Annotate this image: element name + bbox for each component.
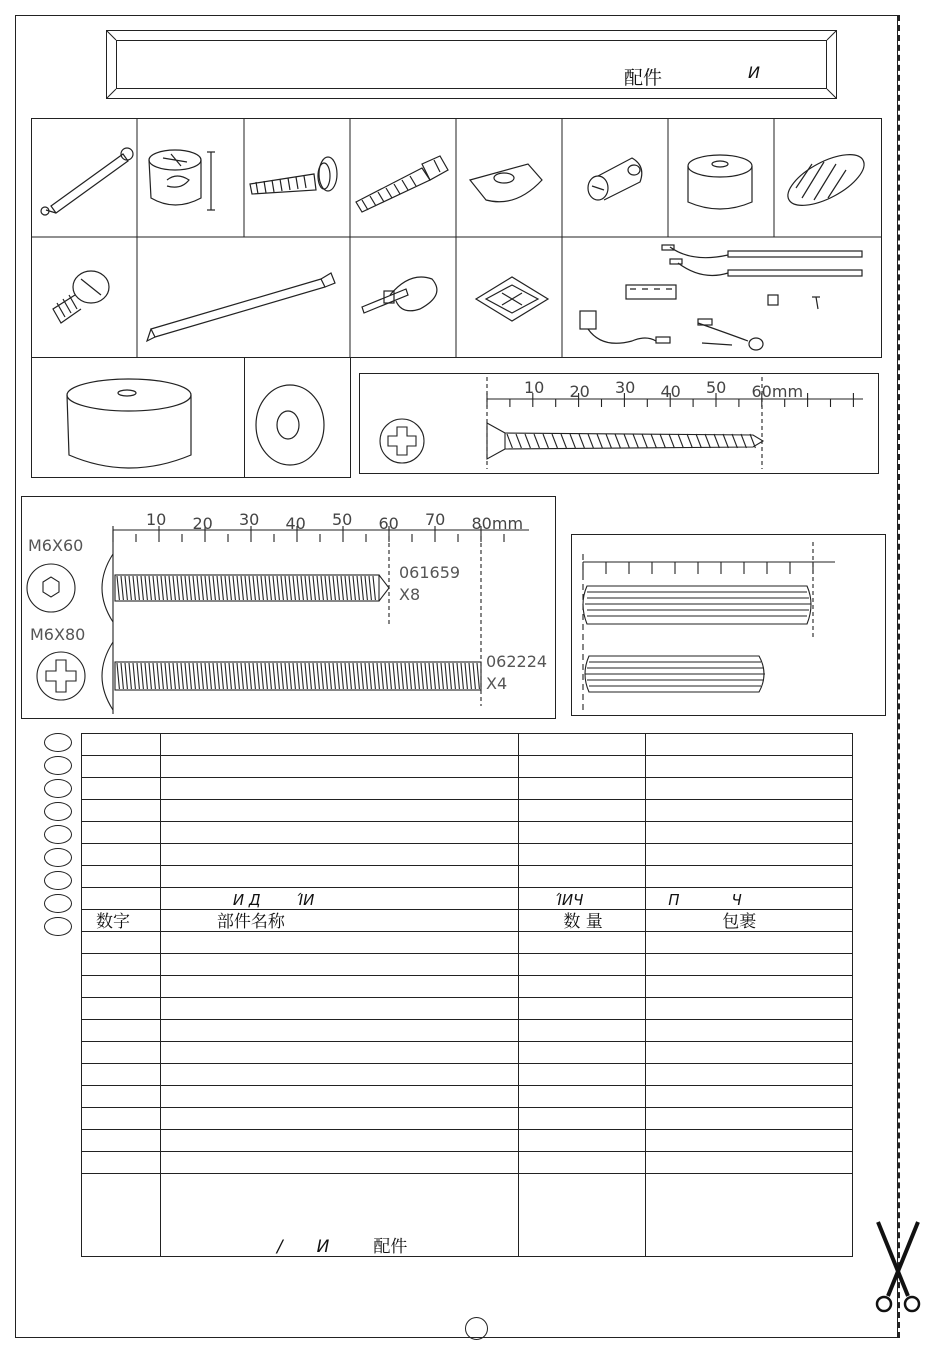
thread-line [201,576,203,600]
thread-line [169,663,171,689]
dowel-pin-icon [31,118,137,237]
thread-line [381,663,383,689]
thread-line [397,663,399,689]
table-row [82,1042,853,1064]
thread-line [181,576,183,600]
thread-line [329,663,331,689]
thread-line [309,663,311,689]
thread-line [205,576,207,600]
thread-line [337,576,339,600]
table-row [82,734,853,756]
thread-line [329,576,331,600]
thread-line [465,663,467,689]
thread-line [453,663,455,689]
thread-line [309,576,311,600]
table-row [82,800,853,822]
thread-line [265,576,267,600]
header-pack: 包裹 [722,912,757,932]
row-marker [44,825,72,844]
thread-line [141,576,143,600]
table-row [82,932,853,954]
banner-bevel [106,30,837,99]
thread-line [321,576,323,600]
thread-line [305,663,307,689]
thread-line [377,663,379,689]
ruler-label: 40 [660,382,681,401]
thread-line [177,663,179,689]
thread-line [357,576,359,600]
thread-line [197,576,199,600]
thread-line [660,434,665,448]
thread-line [642,434,647,448]
thread-line [333,576,335,600]
thread-line [225,576,227,600]
thread-line [696,434,701,448]
italic-header-d: Π [668,891,680,909]
felt-pad-icon [774,118,881,237]
thread-line [369,663,371,689]
thread-line [543,434,548,448]
ruler-label: 30 [239,510,260,529]
thread-line [153,576,155,600]
ruler-label: 20 [192,514,213,533]
thread-line [325,663,327,689]
cable-clip-icon [350,237,456,357]
thread-line [245,576,247,600]
thread-line [389,663,391,689]
thread-line [341,663,343,689]
thread-line [321,663,323,689]
thread-line [477,663,479,689]
thread-line [173,663,175,689]
thread-line [337,663,339,689]
thread-line [229,663,231,689]
thread-line [385,663,387,689]
row-marker [44,733,72,752]
table-footer-row [82,1174,853,1257]
thread-line [217,576,219,600]
row-marker [44,756,72,775]
thread-line [237,663,239,689]
thread-line [317,663,319,689]
bolt-size-2: M6X80 [30,625,86,644]
thread-line [289,663,291,689]
thread-line [579,434,584,448]
thread-line [225,663,227,689]
connector-bolt-icon [350,118,456,237]
thread-line [129,576,131,600]
table-row [82,1064,853,1086]
thread-line [257,576,259,600]
row-marker [44,894,72,913]
row-marker [44,871,72,890]
ruler-label: 80mm [471,514,524,533]
ruler-label: 70 [425,510,446,529]
thread-line [409,663,411,689]
thread-line [301,663,303,689]
thread-line [606,434,611,448]
thread-line [507,434,512,448]
thread-line [277,663,279,689]
ruler-label: 30 [615,378,636,397]
thread-line [417,663,419,689]
thread-line [723,434,728,448]
row-marker [44,779,72,798]
thread-line [405,663,407,689]
thread-line [129,663,131,689]
thread-line [185,576,187,600]
thread-line [185,663,187,689]
ruler-label: 10 [146,510,167,529]
banner-title: 配件 [624,67,663,89]
thread-line [189,663,191,689]
footer-a: / [276,1237,283,1257]
thread-line [173,576,175,600]
spacer-cylinder-icon [668,118,774,237]
bolt-size-1: M6X60 [28,536,84,555]
thread-line [353,576,355,600]
thread-line [353,663,355,689]
thread-line [117,576,119,600]
thread-line [177,576,179,600]
thread-line [121,663,123,689]
ruler-label: 60mm [751,382,804,401]
table-row [82,1086,853,1108]
thread-line [361,576,363,600]
table-row [82,976,853,998]
italic-header-e: Ч [731,891,742,909]
thread-line [261,576,263,600]
thread-line [297,576,299,600]
thread-line [257,663,259,689]
thread-line [305,576,307,600]
table-header-row [82,910,853,932]
thread-line [624,434,629,448]
thread-line [429,663,431,689]
ruler-label: 60 [378,514,399,533]
thread-line [249,663,251,689]
thread-line [245,663,247,689]
thread-line [145,576,147,600]
thread-line [285,576,287,600]
led-light-kit-icon [562,237,882,357]
thread-line [213,663,215,689]
ruler-label: 10 [524,378,545,397]
thread-line [516,434,521,448]
thread-line [421,663,423,689]
thread-line [165,663,167,689]
thread-line [233,663,235,689]
row-markers [44,733,72,940]
thread-line [293,663,295,689]
dowel-drawing [571,534,886,716]
thread-line [457,663,459,689]
thread-line [433,663,435,689]
thread-line [341,576,343,600]
thread-line [281,663,283,689]
thread-line [221,663,223,689]
thread-line [165,576,167,600]
footer-b: И [316,1237,330,1257]
thread-line [241,663,243,689]
table-row [82,844,853,866]
table-row [82,866,853,888]
thread-line [437,663,439,689]
thread-line [201,663,203,689]
banner-suffix: И [748,63,760,82]
thread-line [125,663,127,689]
italic-header-c: ΊИЧ [555,891,584,909]
thread-line [651,434,656,448]
thread-line [269,663,271,689]
cut-line [898,15,900,1338]
thread-line [714,434,719,448]
thread-line [149,576,151,600]
thread-line [401,663,403,689]
thread-line [461,663,463,689]
table-row [82,778,853,800]
thread-line [449,663,451,689]
thread-line [193,576,195,600]
thread-line [149,663,151,689]
ruler-label: 50 [706,378,727,397]
thread-line [317,576,319,600]
thread-line [161,576,163,600]
thread-line [209,663,211,689]
thread-line [393,663,395,689]
thread-line [561,434,566,448]
thread-line [281,576,283,600]
thread-line [285,663,287,689]
thread-line [265,663,267,689]
parts-table [81,733,853,1257]
thread-line [425,663,427,689]
thread-line [678,434,683,448]
footer-c: 配件 [373,1237,408,1257]
thread-line [301,576,303,600]
thread-line [277,576,279,600]
thread-line [221,576,223,600]
ruler-label: 50 [332,510,353,529]
washer-icon [244,357,351,478]
table-row [82,1020,853,1042]
support-bar-icon [137,237,350,357]
thread-line [525,434,530,448]
thread-line [669,434,674,448]
thread-line [473,663,475,689]
thread-line [169,576,171,600]
thread-line [325,576,327,600]
thread-line [445,663,447,689]
cam-bolt-icon [244,118,350,237]
table-row [82,998,853,1020]
thread-line [357,663,359,689]
row-marker [44,917,72,936]
table-italic-header-row [82,888,853,910]
wedge-block-icon [456,118,562,237]
thread-line [273,663,275,689]
thread-line [237,576,239,600]
thread-line [345,576,347,600]
thread-line [469,663,471,689]
thread-line [369,576,371,600]
thread-line [157,663,159,689]
scissors-icon [868,1218,928,1318]
thread-line [253,576,255,600]
thread-line [137,663,139,689]
thread-line [313,663,315,689]
thread-line [133,663,135,689]
thread-line [273,576,275,600]
table-row [82,822,853,844]
thread-line [289,576,291,600]
italic-header-a: И Д [232,891,261,909]
bolt-qty-2: X4 [486,674,508,693]
thread-line [349,663,351,689]
thread-line [333,663,335,689]
thread-line [534,434,539,448]
thread-line [209,576,211,600]
table-row [82,756,853,778]
table-row [82,1130,853,1152]
cylinder-foot-icon [31,357,245,478]
header-qty: 数 量 [563,912,603,932]
thread-line [253,663,255,689]
thread-line [361,663,363,689]
thread-line [365,663,367,689]
thread-line [413,663,415,689]
bolt-code-2: 062224 [486,652,548,671]
thread-line [297,663,299,689]
thread-line [181,663,183,689]
thread-line [141,663,143,689]
thread-line [217,663,219,689]
thread-line [133,576,135,600]
table-row [82,954,853,976]
thread-line [705,434,710,448]
thread-line [615,434,620,448]
thread-line [157,576,159,600]
thread-line [125,576,127,600]
table-row [82,1152,853,1174]
thread-line [552,434,557,448]
thread-line [373,663,375,689]
thread-line [145,663,147,689]
thread-line [229,576,231,600]
thread-line [633,434,638,448]
thread-line [233,576,235,600]
header-name: 部件名称 [216,912,285,932]
thread-line [249,576,251,600]
round-screw-icon [31,237,137,357]
thread-line [269,576,271,600]
thread-line [241,576,243,600]
thread-line [213,576,215,600]
thread-line [373,576,375,600]
page-number-circle [465,1317,488,1340]
thread-line [441,663,443,689]
thread-line [349,576,351,600]
thread-line [313,576,315,600]
header-num: 数字 [96,912,130,932]
thread-line [121,576,123,600]
thread-line [197,663,199,689]
bolt-qty-1: X8 [399,585,421,604]
thread-line [597,434,602,448]
thread-line [687,434,692,448]
cable-tie-mount-icon [456,237,562,357]
thread-line [153,663,155,689]
table-row [82,1108,853,1130]
thread-line [345,663,347,689]
thread-line [570,434,575,448]
thread-line [732,434,737,448]
thread-line [193,663,195,689]
cam-lock-icon [137,118,244,237]
thread-line [205,663,207,689]
thread-line [293,576,295,600]
thread-line [117,663,119,689]
thread-line [189,576,191,600]
italic-header-b: ΊИ [296,891,315,909]
thread-line [261,663,263,689]
thread-line [365,576,367,600]
ruler-label: 20 [569,382,590,401]
ruler-label: 40 [285,514,306,533]
thread-line [137,576,139,600]
bolt-code-1: 061659 [399,563,461,582]
thread-line [588,434,593,448]
thread-line [161,663,163,689]
barrel-nut-icon [562,118,668,237]
row-marker [44,802,72,821]
row-marker [44,848,72,867]
thread-line [741,434,746,448]
